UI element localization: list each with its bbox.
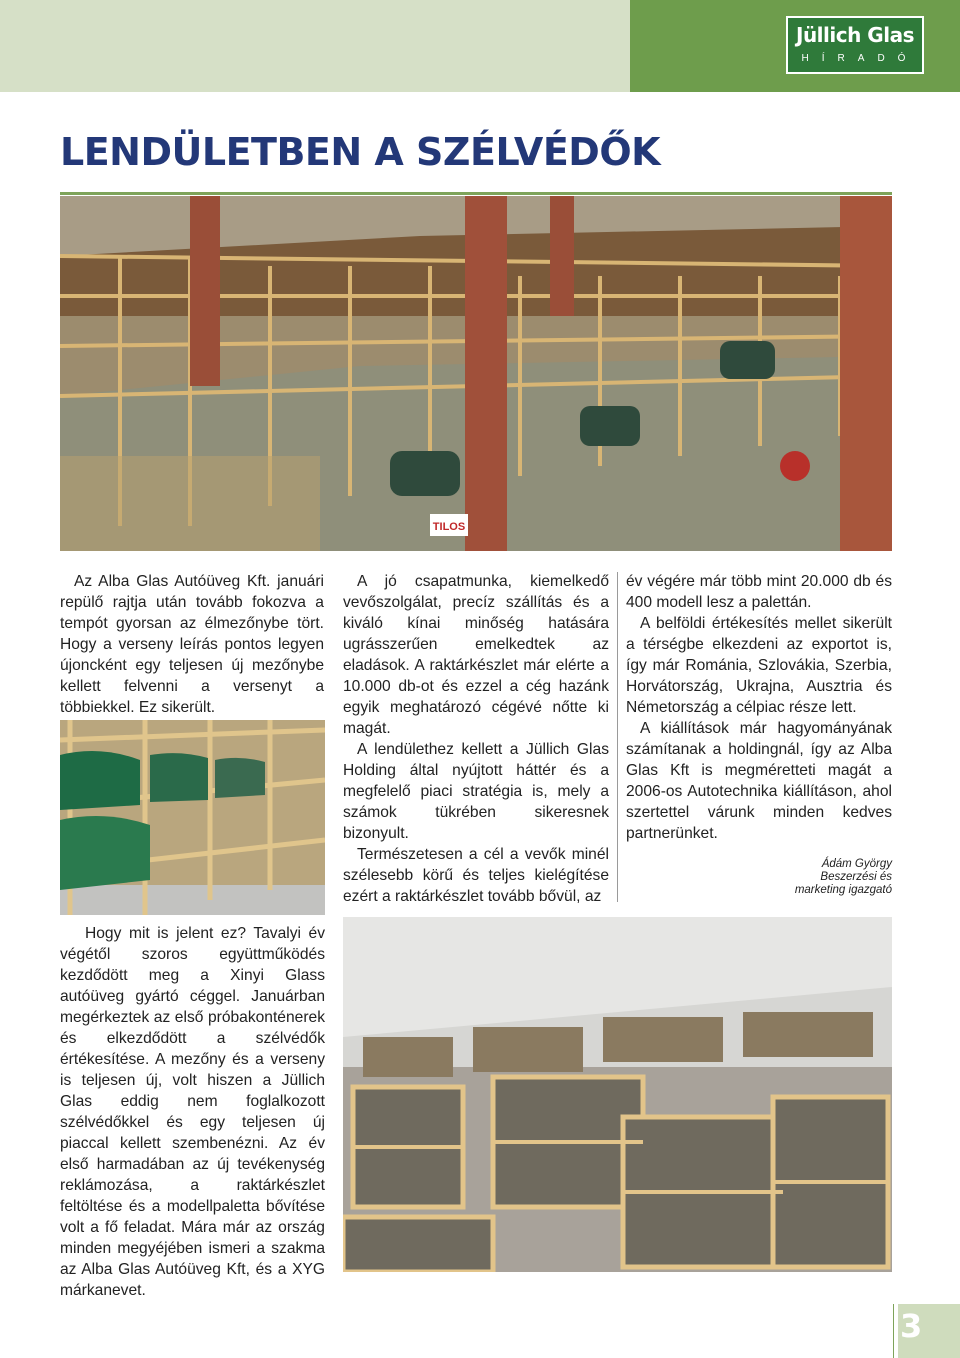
article-column-3 [626, 571, 892, 844]
logo-name: Jüllich Glas [796, 23, 914, 47]
page-number: 3 [898, 1304, 960, 1358]
header-band [0, 0, 630, 92]
paragraph: A belföldi értékesítés mellet sikerült a térségbe elkezdeni az exportot is, így már Románia, Szlovákia, Szerbia, Horvátország, Ukrajna, Ausztria és Németország a célpiac része lett. [626, 615, 892, 716]
logo-subtitle: HÍRADÓ [801, 53, 919, 64]
author-role-line1: Beszerzési és [820, 871, 892, 883]
author-role-line2: marketing igazgató [794, 884, 892, 896]
paragraph: Hogy mit is jelent ez? Tavalyi év végétől szoros együttműködés kezdődött meg a Xinyi Glass autóüveg gyártó céggel. Januárban megérkeztek az első próbakonténerek és elkezdődött a szélvédők értékesítése. A mezőny és a verseny is teljesen új, volt hiszen a Jüllich Glas eddig nem foglalkozott szélvédőkkel és egy teljesen új piaccal kellett szembenézni. Az év első harmadában az új tevékenység reklámozása, a raktárkészlet feltöltése és a modellpaletta bővítése volt a fő feladat. Mára már az ország minden megyéjében ismeri a szakma az Alba Glas Autóüveg Kft, és a XYG márkanevet. [60, 925, 325, 1299]
article-title: LENDÜLETBEN A SZÉLVÉDŐK [60, 130, 661, 174]
author-signature [760, 858, 892, 897]
paragraph: A jó csapatmunka, kiemelkedő vevőszolgálat, precíz szállítás és a kiváló kínai minőség hatására ugrásszerűen emelkedtek az eladások. A raktárkészlet már elérte a 10.000 db-ot és ezzel a cég hazánk egyik meghatározó cégévé nőtte ki magát. [343, 573, 609, 737]
paragraph: A kiállítások már hagyományának számítanak a holdingnál, így az Alba Glas Kft is megméretteti magát a 2006-os Autotechnika kiállításon, ahol szertettel várunk minden kedves partnerünket. [626, 720, 892, 842]
paragraph: év végére már több mint 20.000 db és 400 modell lesz a palettán. [626, 573, 892, 611]
warehouse-racks-photo [60, 196, 892, 551]
paragraph: A lendülethez kellett a Jüllich Glas Holding által nyújtott háttér és a megfelelő piaci stratégia is, mely a számok tükrében sikeresnek bizonyult. [343, 741, 609, 842]
page-number-rule [893, 1304, 894, 1358]
windshield-racks-photo [60, 720, 325, 915]
crates-photo [343, 917, 892, 1272]
paragraph: Az Alba Glas Autóüveg Kft. januári repülő rajtja után tovább fokozva a tempót gyorsan az élmezőnybe tört. Hogy a verseny leírás pontos legyen újoncként egy teljesen új mezőnybe kellett felvenni a versenyt a többiekkel. Ez sikerült. [60, 573, 324, 716]
author-name: Ádám György [821, 858, 892, 870]
column-divider [617, 572, 618, 902]
article-column-2 [343, 571, 609, 907]
logo [786, 16, 924, 74]
article-column-1-intro [60, 571, 324, 718]
paragraph: Természetesen a cél a vevők minél szélesebb körű és teljes kielégítése ezért a raktárkészlet tovább bővül, az [343, 846, 609, 905]
article-column-1-body [60, 923, 325, 1301]
tilos-sign: TILOS [432, 521, 466, 533]
title-rule [60, 192, 892, 195]
